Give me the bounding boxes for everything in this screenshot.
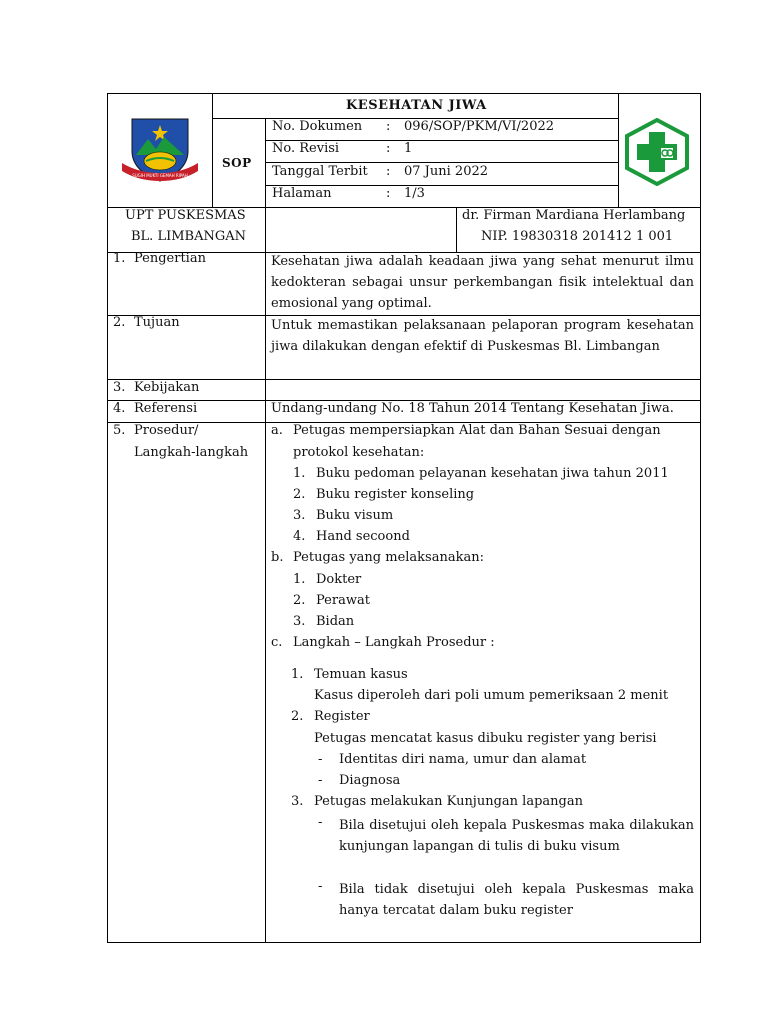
step-title: Petugas melakukan Kunjungan lapangan	[314, 794, 583, 809]
meta-value-date: 07 Juni 2022	[404, 164, 489, 179]
section-label-prosedur: Prosedur/	[134, 423, 199, 438]
section-number: 4.	[113, 401, 126, 416]
prosedur-c-text: Langkah – Langkah Prosedur :	[293, 635, 495, 650]
meta-label: No. Revisi	[272, 141, 340, 156]
prosedur-b-text: Petugas yang melaksanakan:	[293, 550, 484, 565]
divider	[456, 207, 457, 252]
step-title: Temuan kasus	[314, 667, 408, 682]
bullet-dash: -	[318, 752, 323, 767]
list-marker-a: a.	[271, 423, 283, 438]
org-name-line1: UPT PUSKESMAS	[125, 208, 246, 223]
bullet-item: Diagnosa	[339, 773, 401, 788]
bullet-item: Bila disetujui oleh kepala Puskesmas maka dilakukan kunjungan lapangan di tulis di buku visum	[339, 818, 694, 854]
bullet-dash: -	[318, 773, 323, 788]
list-number: 1.	[293, 572, 306, 587]
prosedur-a-line2: protokol kesehatan:	[293, 445, 425, 460]
meta-sep: :	[386, 186, 391, 201]
meta-label: Halaman	[272, 186, 332, 201]
meta-value-revision: 1	[404, 141, 413, 156]
divider	[212, 93, 213, 207]
emblem-motto: SUGIH MUKTI GEMAH RIPAH	[132, 173, 188, 178]
list-item: Perawat	[316, 593, 370, 608]
section-number: 3.	[113, 380, 126, 395]
list-number: 2.	[293, 487, 306, 502]
step-description: Petugas mencatat kasus dibuku register yang berisi	[314, 731, 657, 746]
section-number: 5.	[113, 423, 126, 438]
list-number: 2.	[293, 593, 306, 608]
bullet-dash: -	[318, 879, 323, 894]
step-title: Register	[314, 709, 370, 724]
prosedur-a-line1: Petugas mempersiapkan Alat dan Bahan Sesuai dengan	[293, 423, 661, 438]
list-item: Buku visum	[316, 508, 394, 523]
list-number: 1.	[293, 466, 306, 481]
section-label-pengertian: Pengertian	[134, 251, 206, 266]
puskesmas-logo	[623, 118, 691, 186]
list-item: Hand secoond	[316, 529, 410, 544]
meta-sep: :	[386, 164, 391, 179]
pengertian-text: Kesehatan jiwa adalah keadaan jiwa yang sehat menurut ilmu kedokteran sebagai unsur perkembangan fisik intelektual dan emosional yang optimal.	[271, 254, 694, 311]
step-number: 1.	[291, 667, 304, 682]
tujuan-text: Untuk memastikan pelaksanaan pelaporan program kesehatan jiwa dilakukan dengan efektif di Puskesmas Bl. Limbangan	[271, 318, 694, 354]
list-number: 3.	[293, 508, 306, 523]
section-label-referensi: Referensi	[134, 401, 198, 416]
document-title: KESEHATAN JIWA	[346, 98, 487, 113]
section-label-tujuan: Tujuan	[134, 315, 180, 330]
meta-label: Tanggal Terbit	[272, 164, 368, 179]
divider	[265, 118, 266, 943]
bullet-item: Bila tidak disetujui oleh kepala Puskesmas maka hanya tercatat dalam buku register	[339, 882, 694, 918]
referensi-text: Undang-undang No. 18 Tahun 2014 Tentang Kesehatan Jiwa.	[271, 401, 674, 416]
divider	[618, 93, 619, 207]
signer-name: dr. Firman Mardiana Herlambang	[462, 208, 686, 223]
regency-emblem-logo	[118, 115, 202, 187]
section-label-kebijakan: Kebijakan	[134, 380, 200, 395]
list-number: 3.	[293, 614, 306, 629]
meta-label: No. Dokumen	[272, 119, 363, 134]
list-item: Buku pedoman pelayanan kesehatan jiwa tahun 2011	[316, 466, 669, 481]
list-item: Buku register konseling	[316, 487, 475, 502]
step-number: 2.	[291, 709, 304, 724]
list-marker-b: b.	[271, 550, 284, 565]
meta-sep: :	[386, 119, 391, 134]
step-number: 3.	[291, 794, 304, 809]
section-number: 1.	[113, 251, 126, 266]
org-name-line2: BL. LIMBANGAN	[131, 229, 246, 244]
list-item: Bidan	[316, 614, 355, 629]
bullet-dash: -	[318, 815, 323, 830]
list-item: Dokter	[316, 572, 362, 587]
meta-value-page: 1/3	[404, 186, 425, 201]
section-number: 2.	[113, 315, 126, 330]
sop-label: SOP	[222, 156, 252, 170]
divider	[265, 162, 618, 163]
list-marker-c: c.	[271, 635, 283, 650]
list-number: 4.	[293, 529, 306, 544]
bullet-item: Identitas diri nama, umur dan alamat	[339, 752, 587, 767]
meta-sep: :	[386, 141, 391, 156]
meta-value-doc-number: 096/SOP/PKM/VI/2022	[404, 119, 555, 134]
section-label-prosedur-2: Langkah-langkah	[134, 445, 249, 460]
step-description: Kasus diperoleh dari poli umum pemeriksaan 2 menit	[314, 688, 669, 703]
signer-nip: NIP. 19830318 201412 1 001	[481, 229, 674, 244]
